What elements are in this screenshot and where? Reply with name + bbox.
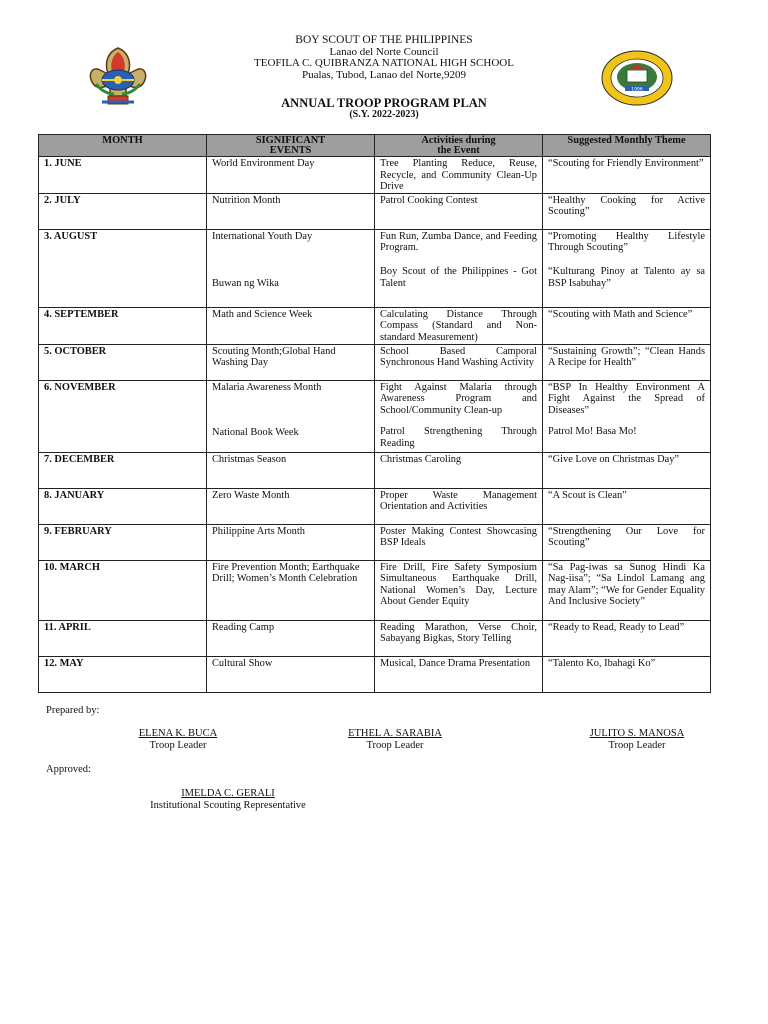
header-theme: Suggested Monthly Theme — [543, 135, 711, 157]
theme-cell — [543, 452, 711, 488]
month-cell — [39, 488, 207, 524]
month-cell — [39, 620, 207, 656]
event-cell — [207, 524, 375, 560]
month-cell — [39, 452, 207, 488]
event-cell — [207, 452, 375, 488]
activity-cell-text: Boy Scout of the Philippines - Got Talent — [380, 265, 537, 289]
prepared-by-label: Prepared by: — [46, 705, 100, 716]
activity-cell-text: Fun Run, Zumba Dance, and Feeding Program. — [380, 230, 537, 254]
school-address: Pualas, Tubod, Lanao del Norte,9209 — [301, 68, 467, 81]
document-header — [0, 35, 768, 81]
event-cell-text: Scouting Month;Global Hand Washing Day — [212, 345, 336, 369]
event-cell — [207, 488, 375, 524]
activity-cell — [375, 380, 543, 452]
theme-cell-text: “Sustaining Growth”; “Clean Hands A Recipe for Health” — [548, 345, 705, 369]
event-cell — [207, 193, 375, 229]
theme-cell-text: “Promoting Healthy Lifestyle Through Scouting” — [548, 230, 705, 254]
month-cell — [39, 524, 207, 560]
activity-cell-text: Patrol Strengthening Through Reading — [380, 426, 537, 449]
month-cell-text: 9. FEBRUARY — [44, 525, 112, 537]
signatory-1 — [118, 728, 238, 751]
event-cell-text: Reading Camp — [212, 621, 275, 633]
activity-cell-text: Tree Planting Reduce, Reuse, Recycle, and Community Clean-Up Drive — [380, 158, 537, 193]
theme-cell — [543, 380, 711, 452]
activity-cell — [375, 560, 543, 620]
event-cell — [207, 380, 375, 452]
header-activities: Activities during the Event — [375, 135, 543, 157]
month-cell-text: 1. JUNE — [44, 158, 82, 169]
table-row — [39, 488, 711, 524]
activity-cell — [375, 307, 543, 344]
table-row — [39, 157, 711, 194]
table-row — [39, 524, 711, 560]
table-row — [39, 229, 711, 307]
theme-cell-text: “Scouting with Math and Science” — [548, 308, 693, 320]
event-cell — [207, 656, 375, 692]
activity-cell — [375, 656, 543, 692]
activity-cell — [375, 229, 543, 307]
activity-cell-text: Reading Marathon, Verse Choir, Sabayang Bigkas, Story Telling — [380, 621, 537, 645]
activity-cell-text: Fight Against Malaria through Awareness Program and School/Community Clean-up — [380, 381, 537, 416]
activity-cell-text: Proper Waste Management Orientation and Activities — [380, 489, 537, 513]
theme-cell-text: “Kulturang Pinoy at Talento ay sa BSP Isabuhay” — [548, 265, 705, 289]
event-cell — [207, 560, 375, 620]
approver — [118, 788, 338, 811]
month-cell — [39, 307, 207, 344]
theme-cell-text: “Ready to Read, Ready to Lead” — [548, 621, 685, 633]
theme-cell-text: “Strengthening Our Love for Scouting” — [548, 525, 705, 549]
activity-cell-text: School Based Camporal Synchronous Hand Washing Activity — [380, 345, 537, 369]
council-name: Lanao del Norte Council — [329, 45, 439, 58]
table-row — [39, 452, 711, 488]
document-title-block — [0, 97, 768, 121]
event-cell-text: International Youth Day — [212, 230, 313, 242]
event-cell-text: Malaria Awareness Month — [212, 381, 322, 393]
event-cell — [207, 307, 375, 344]
event-cell — [207, 620, 375, 656]
activity-cell-text: Fire Drill, Fire Safety Symposium Simultaneous Earthquake Drill, National Women’s Day, Lecture About Gender Equity — [380, 561, 537, 608]
theme-cell-text: “A Scout is Clean” — [548, 489, 627, 501]
activity-cell-text: Musical, Dance Drama Presentation — [380, 657, 531, 669]
month-cell — [39, 380, 207, 452]
month-cell — [39, 560, 207, 620]
event-cell-text: Zero Waste Month — [212, 489, 290, 501]
table-row — [39, 307, 711, 344]
signatory-name: ELENA K. BUCA — [138, 728, 218, 739]
month-cell-text: 4. SEPTEMBER — [44, 308, 119, 320]
activity-cell — [375, 193, 543, 229]
signatory-3 — [572, 728, 702, 751]
activity-cell — [375, 488, 543, 524]
theme-cell — [543, 193, 711, 229]
theme-cell-text: “BSP In Healthy Environment A Fight Against the Spread of Diseases” — [548, 381, 705, 416]
event-cell — [207, 229, 375, 307]
activity-cell — [375, 620, 543, 656]
month-cell-text: 5. OCTOBER — [44, 345, 107, 357]
table-row — [39, 193, 711, 229]
month-cell-text: 8. JANUARY — [44, 489, 105, 501]
month-cell — [39, 157, 207, 194]
table-row — [39, 620, 711, 656]
month-cell-text: 3. AUGUST — [44, 230, 98, 242]
table-row — [39, 344, 711, 380]
approver-role: Institutional Scouting Representative — [150, 799, 306, 811]
activity-cell — [375, 524, 543, 560]
activity-cell-text: Christmas Caroling — [380, 453, 462, 465]
event-cell-text: Cultural Show — [212, 657, 273, 669]
table-row — [39, 560, 711, 620]
event-cell — [207, 157, 375, 194]
theme-cell-text: “Talento Ko, Ibahagi Ko” — [548, 657, 656, 669]
month-cell-text: 2. JULY — [44, 194, 81, 206]
table-header-row — [39, 135, 711, 157]
program-plan-table — [38, 134, 711, 693]
event-cell — [207, 344, 375, 380]
month-cell-text: 10. MARCH — [44, 561, 100, 573]
event-cell-text: Buwan ng Wika — [212, 278, 279, 290]
month-cell-text: 12. MAY — [44, 657, 84, 669]
header-events: SIGNIFICANT EVENTS — [207, 135, 375, 157]
theme-cell-text: “Scouting for Friendly Environment” — [548, 158, 704, 169]
event-cell-text: Christmas Season — [212, 453, 287, 465]
approver-name: IMELDA C. GERALI — [181, 788, 275, 799]
month-cell-text: 6. NOVEMBER — [44, 381, 116, 393]
month-cell-text: 11. APRIL — [44, 621, 91, 633]
theme-cell — [543, 157, 711, 194]
activity-cell-text: Calculating Distance Through Compass (Standard and Non-standard Measurement) — [380, 308, 537, 343]
signatory-name: JULITO S. MANOSA — [589, 728, 685, 739]
theme-cell — [543, 307, 711, 344]
theme-cell — [543, 488, 711, 524]
month-cell-text: 7. DECEMBER — [44, 453, 115, 465]
activity-cell — [375, 157, 543, 194]
school-name: TEOFILA C. QUIBRANZA NATIONAL HIGH SCHOOL — [254, 57, 514, 69]
signatory-name: ETHEL A. SARABIA — [348, 728, 442, 739]
event-cell-text: Math and Science Week — [212, 308, 313, 320]
event-cell-text: National Book Week — [212, 427, 299, 439]
theme-cell-text: “Healthy Cooking for Active Scouting” — [548, 194, 705, 218]
event-cell-text: Fire Prevention Month; Earthquake Drill; Women’s Month Celebration — [212, 561, 360, 585]
signatory-role: Troop Leader — [149, 739, 207, 751]
signatory-2 — [330, 728, 460, 751]
event-cell-text: World Environment Day — [212, 158, 315, 169]
activity-cell — [375, 452, 543, 488]
theme-cell-text: Patrol Mo! Basa Mo! — [548, 426, 637, 438]
header-month: MONTH — [39, 135, 207, 157]
month-cell — [39, 344, 207, 380]
theme-cell — [543, 229, 711, 307]
school-year: (S.Y. 2022-2023) — [349, 109, 419, 120]
theme-cell-text: “Sa Pag-iwas sa Sunog Hindi Ka Nag-iisa”; “Sa Lindol Lamang ang may Alam”; “We for Gender Equality And Inclusive Society” — [548, 561, 705, 608]
theme-cell — [543, 620, 711, 656]
activity-cell-text: Poster Making Contest Showcasing BSP Ideals — [380, 525, 537, 549]
activity-cell — [375, 344, 543, 380]
approved-label: Approved: — [46, 764, 91, 775]
signatory-role: Troop Leader — [366, 739, 424, 751]
theme-cell — [543, 344, 711, 380]
event-cell-text: Nutrition Month — [212, 194, 281, 206]
signatory-role: Troop Leader — [608, 739, 666, 751]
table-row — [39, 656, 711, 692]
theme-cell-text: “Give Love on Christmas Day” — [548, 453, 680, 465]
table-row — [39, 380, 711, 452]
event-cell-text: Philippine Arts Month — [212, 525, 305, 537]
activity-cell-text: Patrol Cooking Contest — [380, 194, 478, 206]
theme-cell — [543, 656, 711, 692]
theme-cell — [543, 560, 711, 620]
month-cell — [39, 193, 207, 229]
seal-year: 1996 — [631, 87, 643, 93]
document-title: ANNUAL TROOP PROGRAM PLAN — [281, 96, 487, 110]
month-cell — [39, 229, 207, 307]
org-name: BOY SCOUT OF THE PHILIPPINES — [295, 34, 473, 46]
theme-cell — [543, 524, 711, 560]
month-cell — [39, 656, 207, 692]
